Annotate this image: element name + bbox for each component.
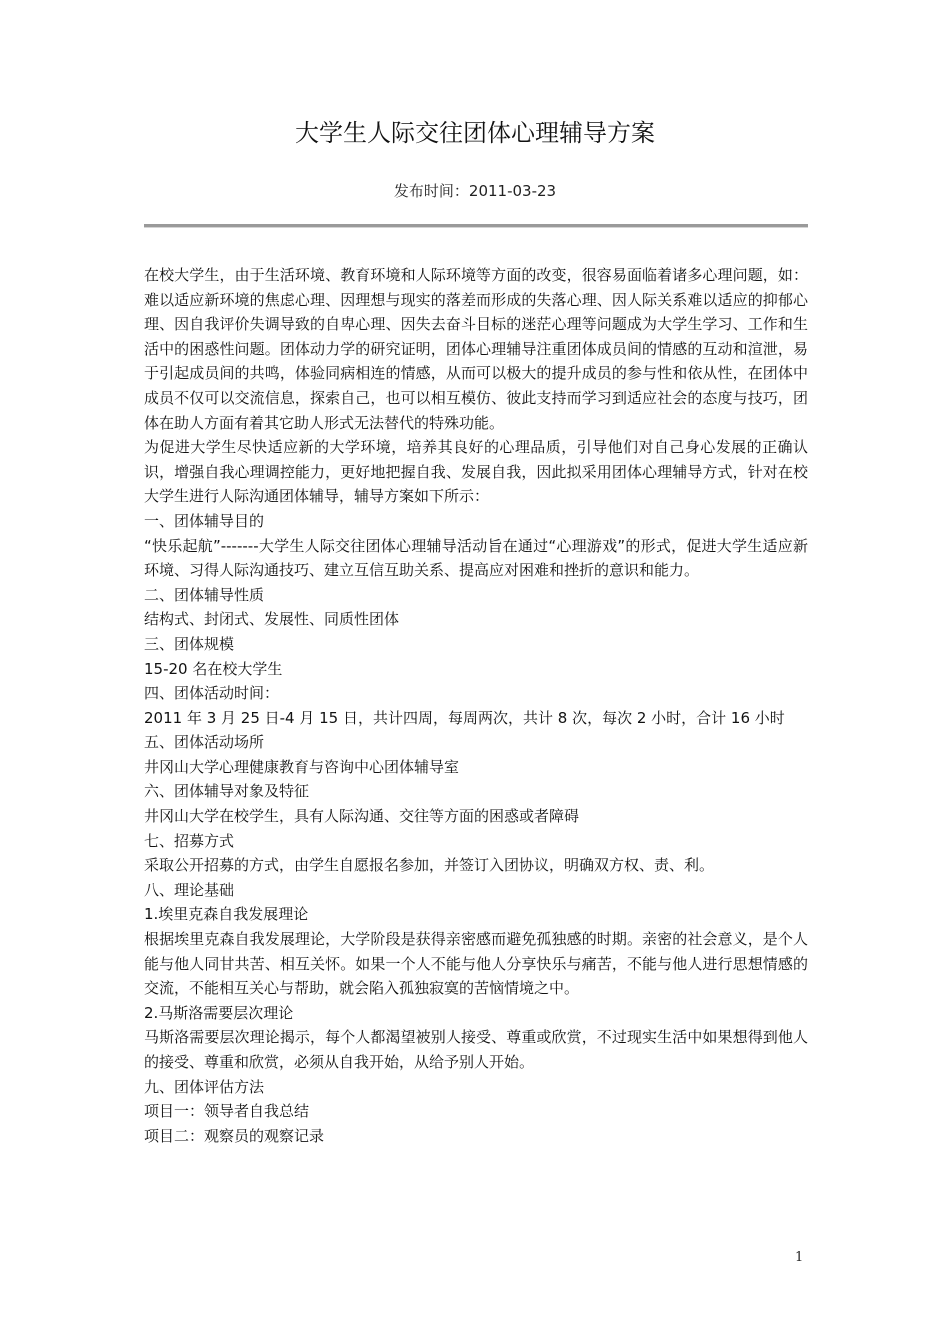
paragraph: 结构式、封闭式、发展性、同质性团体 [144,610,400,629]
section-heading: 八、理论基础 [144,880,235,899]
paragraph: 项目二：观察员的观察记录 [144,1126,325,1145]
section-heading: 九、团体评估方法 [144,1077,265,1096]
document-title: 大学生人际交往团体心理辅导方案 [295,119,655,147]
section-heading: 三、团体规模 [144,634,235,653]
section-heading: 四、团体活动时间： [144,684,280,703]
section-heading: 五、团体活动场所 [144,733,265,752]
section-heading: 六、团体辅导对象及特征 [144,782,310,801]
paragraph: 15-20 名在校大学生 [144,659,283,678]
paragraph-intro: 在校大学生，由于生活环境、教育环境和人际环境等方面的改变，很容易面临着诸多心理问题，如：难以适应新环境的焦虑心理、因理想与现实的落差而形成的失落心理、因人际关系难以适应的抑郁心理、因自我评价失调导致的自卑心理、因失去奋斗目标的迷茫心理等问题成为大学生学习、工作和生活中的困惑性问题。团体动力学的研究证明，团体心理辅导注重团体成员间的情感的互动和渲泄，易于引起成员间的共鸣，体验同病相连的情感，从而可以极大的提升成员的参与性和依从性，在团体中成员不仅可以交流信息，探索自己，也可以相互模仿、彼此支持而学习到适应社会的态度与技巧，团体在助人方面有着其它助人形式无法替代的特殊功能。 [144,266,808,432]
paragraph: 项目一：领导者自我总结 [144,1102,310,1121]
document-body [144,263,808,1148]
subsection-heading: 1.埃里克森自我发展理论 [144,905,309,924]
paragraph: 采取公开招募的方式，由学生自愿报名参加，并签订入团协议，明确双方权、责、利。 [144,856,715,875]
section-heading: 七、招募方式 [144,831,235,850]
paragraph: 马斯洛需要层次理论揭示，每个人都渴望被别人接受、尊重或欣赏，不过现实生活中如果想得到他人的接受、尊重和欣赏，必须从自我开始，从给予别人开始。 [144,1028,808,1071]
subsection-heading: 2.马斯洛需要层次理论 [144,1003,294,1022]
section-heading: 二、团体辅导性质 [144,585,265,604]
page-number: 1 [795,1250,804,1265]
paragraph: 井冈山大学在校学生，具有人际沟通、交往等方面的困惑或者障碍 [144,807,580,826]
paragraph: 2011 年 3 月 25 日-4 月 15 日，共计四周，每周两次，共计 8 次，每次 2 小时，合计 16 小时 [144,708,785,727]
paragraph: 根据埃里克森自我发展理论，大学阶段是获得亲密感而避免孤独感的时期。亲密的社会意义，是个人能与他人同甘共苦、相互关怀。如果一个人不能与他人分享快乐与痛苦，不能与他人进行思想情感的交流，不能相互关心与帮助，就会陷入孤独寂寞的苦恼情境之中。 [144,930,808,998]
paragraph: 井冈山大学心理健康教育与咨询中心团体辅导室 [144,757,460,776]
section-heading: 一、团体辅导目的 [144,511,265,530]
paragraph-purpose: 为促进大学生尽快适应新的大学环境，培养其良好的心理品质，引导他们对自己身心发展的正确认识，增强自我心理调控能力，更好地把握自我、发展自我，因此拟采用团体心理辅导方式，针对在校大学生进行人际沟通团体辅导，辅导方案如下所示： [144,438,808,506]
paragraph: “快乐起航”-------大学生人际交往团体心理辅导活动旨在通过“心理游戏”的形式，促进大学生适应新环境、习得人际沟通技巧、建立互信互助关系、提高应对困难和挫折的意识和能力。 [144,536,808,580]
header-divider [144,224,808,228]
publish-date: 发布时间：2011-03-23 [393,182,557,200]
